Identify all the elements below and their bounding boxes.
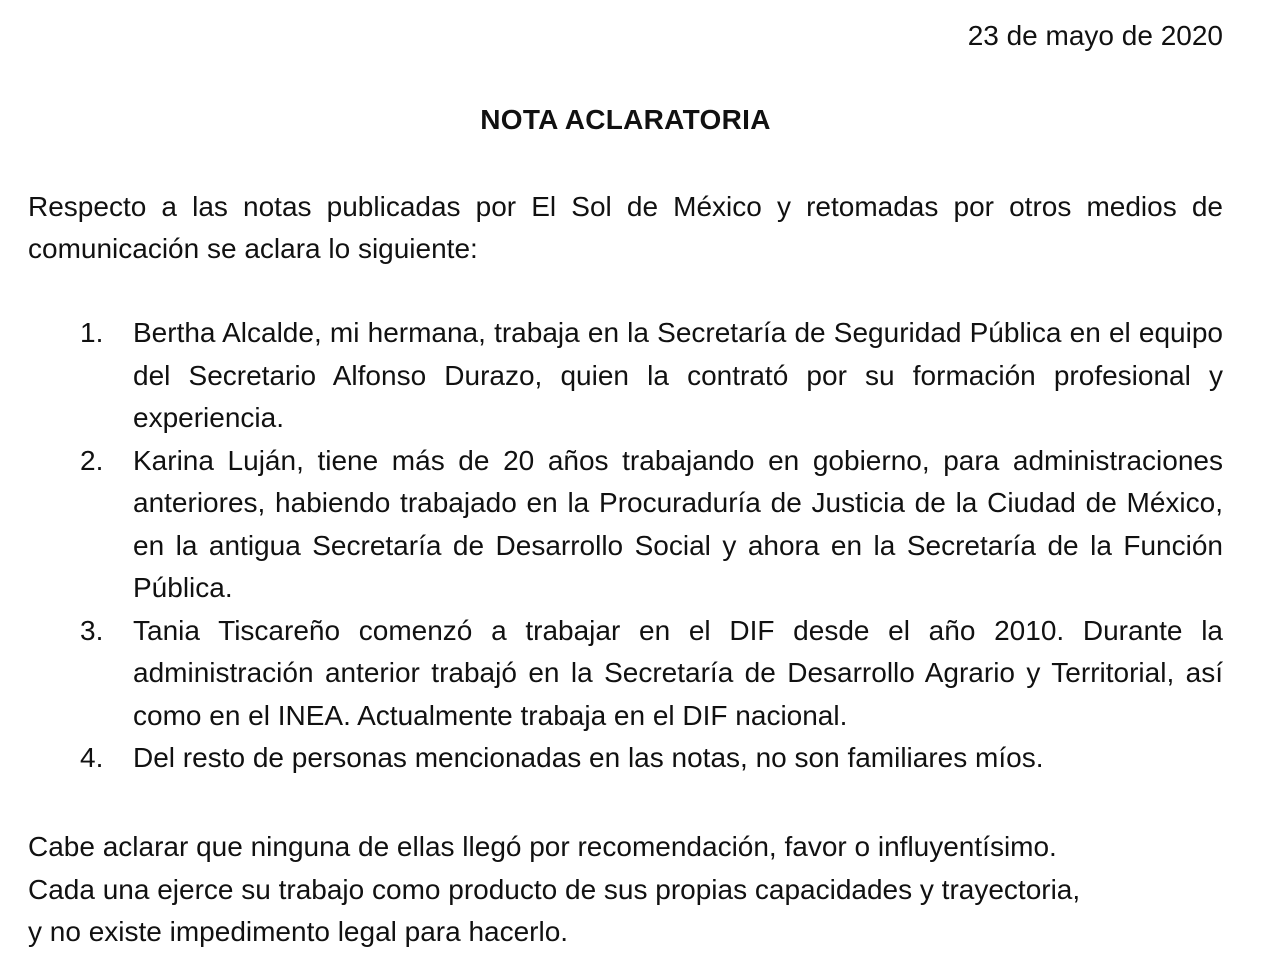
intro-paragraph: Respecto a las notas publicadas por El Sol de México y retomadas por otros medios de comunicación se aclara lo siguiente: bbox=[28, 191, 1223, 264]
document-title: NOTA ACLARATORIA bbox=[480, 104, 771, 135]
list-item-number: 2. bbox=[80, 444, 104, 476]
document-date: 23 de mayo de 2020 bbox=[967, 20, 1223, 51]
list-item-text: Bertha Alcalde, mi hermana, trabaja en la Secretaría de Seguridad Pública en el equipo del Secretario Alfonso Durazo, quien la contrató por su formación profesional y experiencia. bbox=[133, 317, 1223, 433]
list-item bbox=[80, 610, 1223, 738]
list-item-number: 4. bbox=[80, 742, 104, 773]
list-item-number: 3. bbox=[80, 614, 104, 646]
list-item-text: Tania Tiscareño comenzó a trabajar en el DIF desde el año 2010. Durante la administración anterior trabajó en la Secretaría de Desarrollo Agrario y Territorial, así como en el INEA. Actualmente trabaja en el DIF nacional. bbox=[133, 614, 1223, 731]
clarification-list bbox=[80, 312, 1223, 780]
document-page bbox=[28, 0, 1223, 963]
closing-paragraph bbox=[28, 826, 1223, 954]
list-item bbox=[80, 737, 1223, 780]
list-item-text: Karina Luján, tiene más de 20 años trabajando en gobierno, para administraciones anteriores, habiendo trabajado en la Procuraduría de Justicia de la Ciudad de México, en la antigua Secretaría de Desarrollo Social y ahora en la Secretaría de la Función Pública. bbox=[133, 444, 1223, 603]
list-item-text: Del resto de personas mencionadas en las notas, no son familiares míos. bbox=[133, 742, 1044, 773]
list-item-number: 1. bbox=[80, 317, 104, 348]
closing-line: Cabe aclarar que ninguna de ellas llegó por recomendación, favor o influyentísimo. bbox=[28, 831, 1057, 862]
list-item bbox=[80, 440, 1223, 610]
closing-line: Cada una ejerce su trabajo como producto de sus propias capacidades y trayectoria, bbox=[28, 873, 1081, 905]
closing-line: y no existe impedimento legal para hacerlo. bbox=[28, 916, 569, 947]
list-item bbox=[80, 312, 1223, 440]
